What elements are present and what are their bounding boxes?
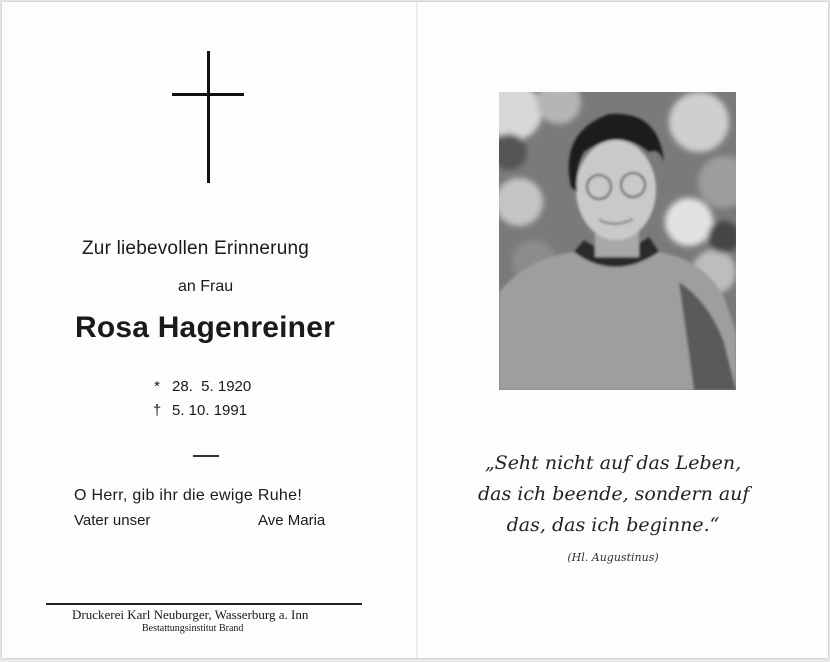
birth-symbol: * [154, 378, 160, 395]
birth-date: 28. 5. 1920 [172, 378, 252, 395]
funeral-home-credit: Bestattungsinstitut Brand [142, 623, 244, 634]
memorial-card [2, 2, 828, 658]
printer-credit: Druckerei Karl Neuburger, Wasserburg a. Inn [72, 607, 309, 622]
vater-unser-text: Vater unser [74, 512, 151, 529]
footer-rule [46, 603, 362, 605]
left-panel [2, 2, 416, 658]
quote-line-1: „Seht nicht auf das Leben, [484, 452, 742, 474]
right-panel [418, 2, 828, 658]
death-date: 5. 10. 1991 [172, 402, 248, 419]
portrait-photo [499, 92, 736, 390]
deceased-name: Rosa Hagenreiner [75, 311, 335, 344]
death-symbol: † [152, 402, 162, 419]
divider-dash [193, 455, 219, 457]
quote-line-2: das ich beende, sondern auf [478, 483, 750, 505]
memorial-heading: Zur liebevollen Erinnerung [82, 238, 309, 259]
salutation: an Frau [178, 278, 234, 295]
quote-line-3: das, das ich beginne.“ [506, 514, 720, 536]
ave-maria-text: Ave Maria [258, 512, 326, 529]
quote-attribution: (Hl. Augustinus) [567, 551, 659, 564]
prayer-line: O Herr, gib ihr die ewige Ruhe! [74, 487, 303, 504]
cross-icon [172, 51, 246, 185]
